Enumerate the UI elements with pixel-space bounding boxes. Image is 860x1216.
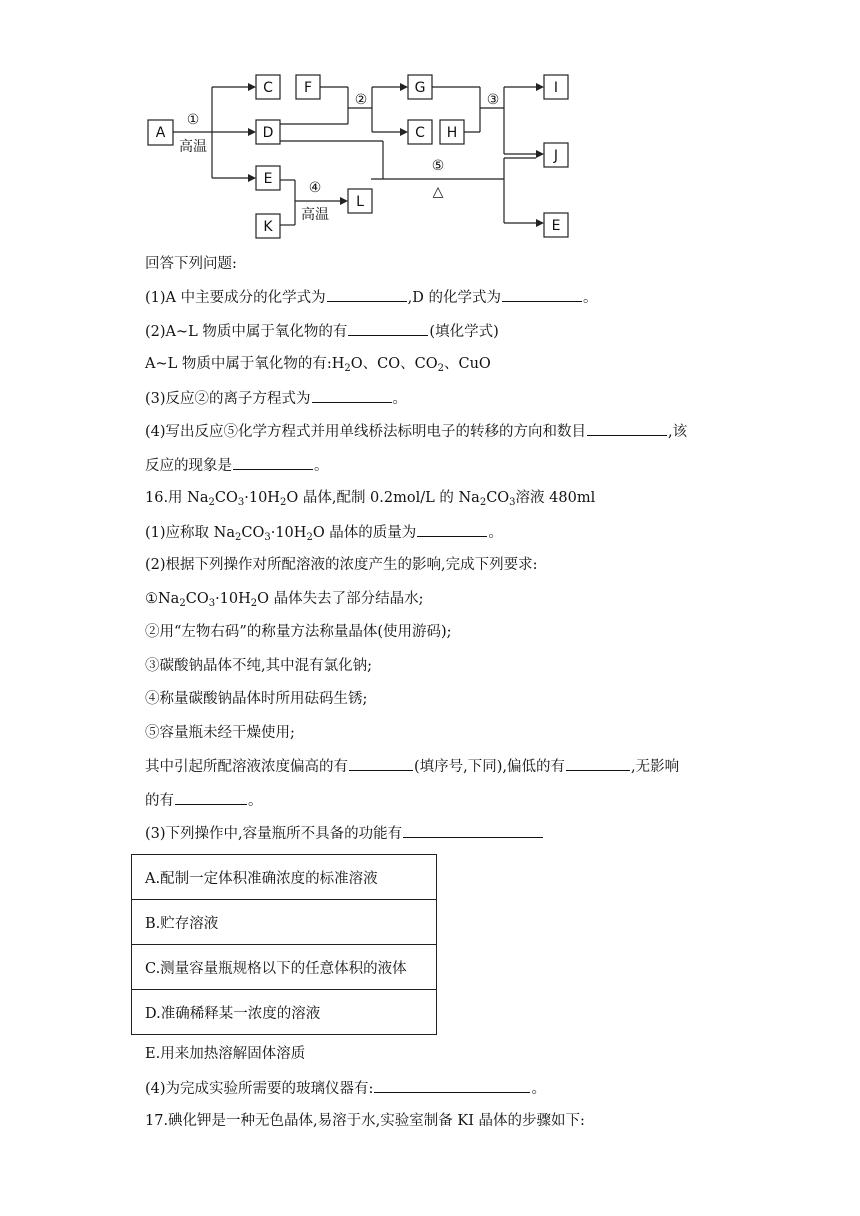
answer-blank[interactable]	[349, 756, 413, 771]
q16-part1: (1)应称取 $Na_2CO_3\cdot 10H_2O$ 晶体的质量为 。	[145, 522, 503, 543]
q16-effect-question-cont: 的有 。	[145, 790, 263, 811]
answer-blank[interactable]	[312, 388, 392, 403]
node-c2: C	[415, 125, 425, 141]
option-e: E.用来加热溶解固体溶质	[145, 1046, 306, 1062]
q16-part2: (2)根据下列操作对所配溶液的浓度产生的影响,完成下列要求:	[145, 557, 538, 573]
q16-part4: (4)为完成实验所需要的玻璃仪器有: 。	[145, 1078, 546, 1099]
reaction-flow-diagram	[140, 64, 580, 244]
answer-blank[interactable]	[587, 421, 667, 436]
q15-part2: (2)A~L 物质中属于氧化物的有 (填化学式)	[145, 321, 499, 342]
answer-blank[interactable]	[175, 790, 247, 805]
node-h: H	[446, 125, 458, 141]
reaction-5-label: ⑤	[431, 158, 445, 174]
q16-operation-4: ④称量碳酸钠晶体时所用砝码生锈;	[145, 691, 368, 707]
option-d: D.准确稀释某一浓度的溶液	[132, 990, 437, 1035]
reaction-1-condition: 高温	[179, 139, 207, 155]
answer-blank[interactable]	[327, 287, 407, 302]
option-b: B.贮存溶液	[132, 900, 437, 945]
reaction-2-label: ②	[354, 92, 368, 108]
node-a: A	[155, 125, 166, 141]
q16-operation-5: ⑤容量瓶未经干燥使用;	[145, 725, 295, 741]
reaction-1-label: ①	[186, 112, 200, 128]
q15-part2-answer: A~L 物质中属于氧化物的有$:H_2O$、CO、$CO_2$、CuO	[145, 356, 491, 374]
q15-intro: 回答下列问题:	[145, 256, 237, 272]
q17-stem: 17.碘化钾是一种无色晶体,易溶于水,实验室制备 KI 晶体的步骤如下:	[145, 1113, 585, 1129]
answer-blank[interactable]	[403, 823, 543, 838]
node-c1: C	[263, 80, 273, 96]
answer-blank[interactable]	[417, 522, 487, 537]
node-e1: E	[263, 171, 273, 187]
node-k: K	[263, 219, 273, 235]
node-f: F	[303, 80, 313, 96]
reaction-4-label: ④	[308, 180, 322, 196]
node-d: D	[262, 125, 274, 141]
q15-part4: (4)写出反应⑤化学方程式并用单线桥法标明电子的转移的方向和数目 ,该	[145, 421, 687, 442]
q16-effect-question: 其中引起所配溶液浓度偏高的有 (填序号,下同),偏低的有 ,无影响	[145, 756, 679, 777]
reaction-5-condition: △	[432, 184, 444, 200]
q16-operation-1: $①Na_2CO_3\cdot 10H_2O$ 晶体失去了部分结晶水;	[145, 591, 424, 609]
q16-operation-3: ③碳酸钠晶体不纯,其中混有氯化钠;	[145, 658, 372, 674]
reaction-4-condition: 高温	[301, 207, 329, 223]
node-l: L	[356, 194, 364, 210]
q16-part3: (3)下列操作中,容量瓶所不具备的功能有	[145, 823, 544, 844]
answer-blank[interactable]	[374, 1078, 530, 1093]
node-g: G	[414, 80, 426, 96]
q15-part4-cont: 反应的现象是 。	[145, 455, 329, 476]
answer-blank[interactable]	[502, 287, 582, 302]
answer-blank[interactable]	[566, 756, 630, 771]
node-j: J	[553, 148, 559, 164]
q15-part3: (3)反应②的离子方程式为 。	[145, 388, 407, 409]
reaction-3-label: ③	[486, 92, 500, 108]
option-a: A.配制一定体积准确浓度的标准溶液	[132, 855, 437, 900]
q16-operation-2: ②用“左物右码”的称量方法称量晶体(使用游码);	[145, 624, 452, 640]
answer-blank[interactable]	[348, 321, 428, 336]
option-c: C.测量容量瓶规格以下的任意体积的液体	[132, 945, 437, 990]
answer-blank[interactable]	[233, 455, 313, 470]
node-e2: E	[551, 218, 561, 234]
q16-stem: 16.用 $Na_2CO_3\cdot 10H_2O$ 晶体,配制 0.2mol/L 的 $Na_2CO_3$溶液 480ml	[145, 490, 596, 508]
options-table	[131, 854, 437, 1035]
q15-part1: (1)A 中主要成分的化学式为 ,D 的化学式为 。	[145, 287, 597, 308]
node-i: I	[553, 80, 559, 96]
